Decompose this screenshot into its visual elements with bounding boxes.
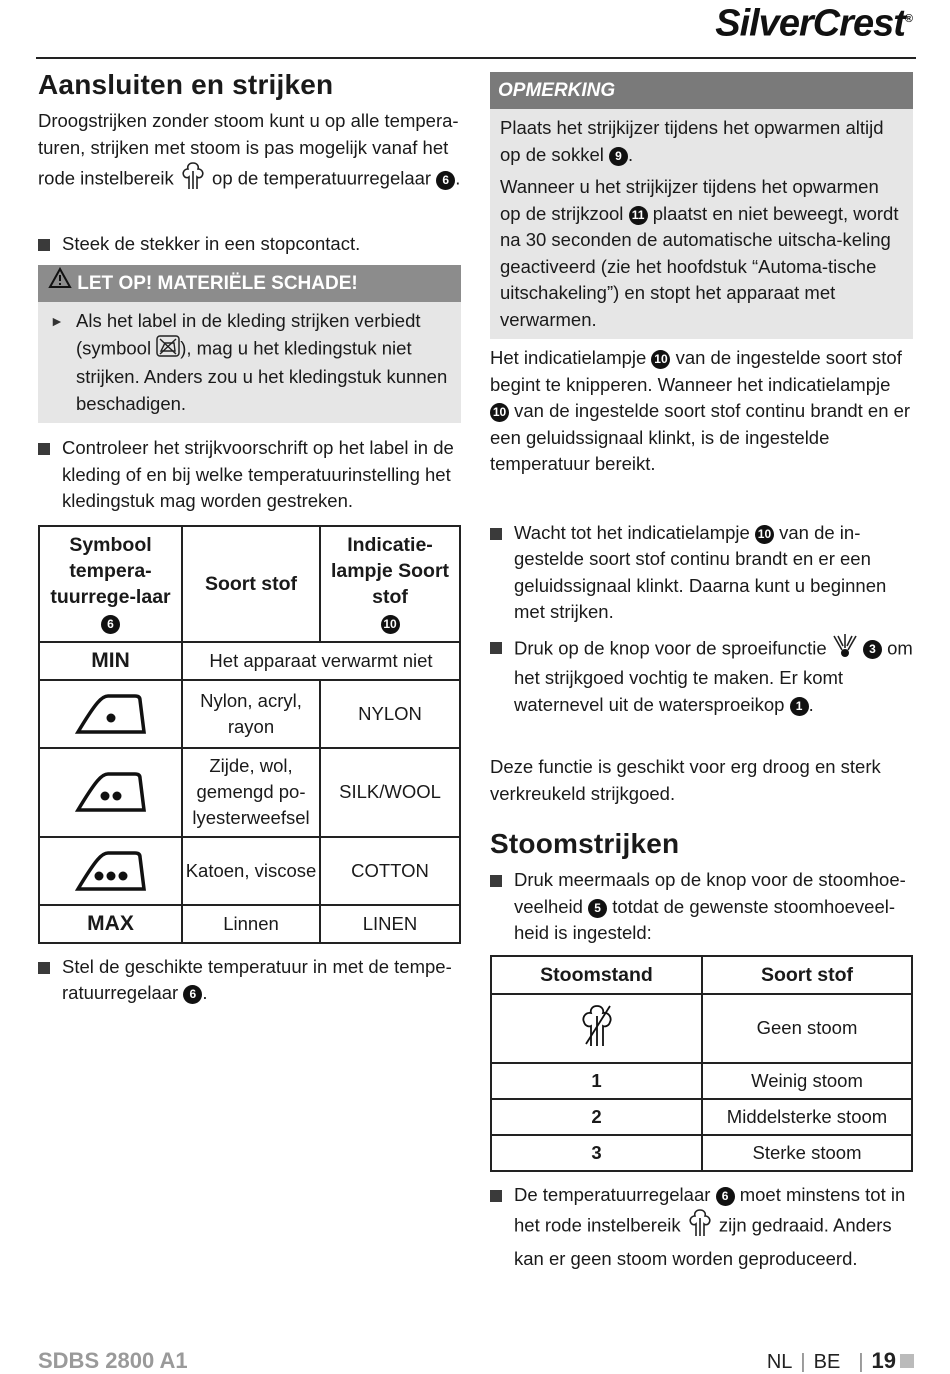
brand-logo: SilverCrest® (715, 2, 912, 45)
iron-2-dot-icon (39, 748, 182, 837)
right-column (490, 72, 913, 1272)
cell-steam-level: 2 (491, 1099, 702, 1135)
steam-range-icon (686, 1208, 714, 1246)
spray-note: Deze functie is geschikt voor erg droog en sterk verkreukeld strijkgoed. (490, 756, 881, 804)
bullet-square (38, 239, 50, 251)
badge-11: 11 (629, 206, 648, 225)
badge-3: 3 (863, 640, 882, 659)
table-row (491, 1099, 912, 1135)
footer-lang2: BE (813, 1351, 841, 1373)
no-ironing-icon (156, 335, 180, 365)
th-fabric: Soort stof (182, 526, 320, 642)
th-steam-level: Stoomstand (491, 956, 702, 994)
cell-lamp: LINEN (320, 905, 460, 943)
badge-6: 6 (436, 171, 455, 190)
cell-fabric: Nylon, acryl, rayon (182, 680, 320, 748)
th-lamp: Indicatie-lampje Soort stof 10 (320, 526, 460, 642)
cell-min: MIN (39, 642, 182, 680)
th-symbol: Symbool tempera-tuurrege-laar 6 (39, 526, 182, 642)
cell-fabric: Linnen (182, 905, 320, 943)
badge-10: 10 (381, 615, 400, 634)
table-row (39, 680, 460, 748)
table-row-min (39, 642, 460, 680)
section-title-steam: Stoomstrijken (490, 828, 680, 859)
badge-5: 5 (588, 899, 607, 918)
badge-10: 10 (755, 525, 774, 544)
intro-paragraph: Droogstrijken zonder stoom kunt u op alle tempera-turen, strijken met stoom is pas mogelijk vanaf het rode instelbereik op de temperatuurregelaar 6 . (38, 108, 461, 199)
cell-fabric: Katoen, viscose (182, 837, 320, 905)
footer-model: SDBS 2800 A1 (38, 1348, 188, 1373)
temperature-table (38, 525, 461, 944)
bullet-plug: Steek de stekker in een stopcontact. (38, 231, 461, 258)
cell-steam-fabric: Geen stoom (702, 994, 912, 1063)
cell-steam-level: 3 (491, 1135, 702, 1171)
footer-block (900, 1354, 914, 1368)
table-row (39, 837, 460, 905)
iron-3-dot-icon (39, 837, 182, 905)
bullet-square (490, 875, 502, 887)
footer-lang: NL (766, 1351, 793, 1373)
table-row (491, 994, 912, 1063)
warning-body (38, 302, 461, 423)
cell-min-text: Het apparaat verwarmt niet (182, 642, 460, 680)
badge-6: 6 (101, 615, 120, 634)
cell-steam-level: 1 (491, 1063, 702, 1099)
arrow-icon: ► (50, 313, 64, 329)
header-rule (36, 57, 916, 59)
no-steam-icon (491, 994, 702, 1063)
bullet-steam-amount: Druk meermaals op de knop voor de stoomhoe-veelheid 5 totdat de gewenste stoomhoeveel-heid is ingesteld: (490, 867, 913, 947)
note-paragraph-2: Wanneer u het strijkijzer tijdens het opwarmen op de strijkzool 11 plaatst en niet beweegt, wordt na 30 seconden de automatische uitscha-keling geactiveerd (zie het hoofdstuk “Automa-tische uitschakeling”) en stopt het apparaat met verwarmen. (500, 176, 899, 330)
bullet-square (38, 443, 50, 455)
table-row (491, 1135, 912, 1171)
bullet-square (490, 1190, 502, 1202)
bullet-square (490, 528, 502, 540)
warning-header: LET OP! MATERIËLE SCHADE! (38, 265, 461, 302)
indicator-paragraph: Het indicatielampje 10 van de ingestelde soort stof begint te knipperen. Wanneer het indicatielampje 10 van de ingestelde soort stof continu brandt en er een geluidssignaal klinkt, is de ingestelde temperatuur bereikt. (490, 347, 911, 474)
note-header: OPMERKING (490, 72, 913, 109)
table-row (39, 748, 460, 837)
cell-lamp: COTTON (320, 837, 460, 905)
th-steam-fabric: Soort stof (702, 956, 912, 994)
spray-icon (832, 634, 858, 666)
steam-range-icon (179, 161, 207, 199)
bullet-spray: Druk op de knop voor de sproeifunctie 3 om het strijkgoed vochtig te maken. Er komt waternevel uit de watersproeikop 1 . (490, 634, 913, 719)
steam-table (490, 955, 913, 1172)
warning-item: ► Als het label in de kleding strijken verbiedt (symbool ), mag u het kledingstuk niet strijken. Anders zou u het kledingstuk kunnen beschadigen. (50, 310, 448, 414)
table-row (491, 1063, 912, 1099)
badge-6: 6 (716, 1187, 735, 1206)
cell-steam-fabric: Weinig stoom (702, 1063, 912, 1099)
cell-max: MAX (39, 905, 182, 943)
badge-9: 9 (609, 147, 628, 166)
cell-fabric: Zijde, wol, gemengd po-lyesterweefsel (182, 748, 320, 837)
cell-lamp: NYLON (320, 680, 460, 748)
cell-steam-fabric: Sterke stoom (702, 1135, 912, 1171)
bullet-check-label: Controleer het strijkvoorschrift op het label in de kleding of en bij welke temperatuurinstelling het kledingstuk mag worden gestreken. (38, 435, 461, 515)
section-title-connect: Aansluiten en strijken (38, 69, 334, 100)
bullet-wait: Wacht tot het indicatielampje 10 van de in-gestelde soort stof continu brandt en er een geluidssignaal klinkt. Daarna kunt u beginnen met strijken. (490, 520, 913, 626)
badge-10: 10 (651, 350, 670, 369)
footer-page-info: NL | BE | 19 (767, 1348, 914, 1374)
note-paragraph-1: Plaats het strijkijzer tijdens het opwarmen altijd op de sokkel 9 . (500, 117, 884, 165)
bullet-temp-red: De temperatuurregelaar 6 moet minstens tot in het rode instelbereik zijn gedraaid. Anders kan er geen stoom worden geproduceerd. (490, 1182, 913, 1273)
bullet-set-temp: Stel de geschikte temperatuur in met de tempe-ratuurregelaar 6 . (38, 954, 461, 1007)
bullet-square (38, 962, 50, 974)
warning-triangle-icon (48, 265, 72, 302)
bullet-square (490, 642, 502, 654)
badge-1: 1 (790, 697, 809, 716)
cell-steam-fabric: Middelsterke stoom (702, 1099, 912, 1135)
left-column (38, 66, 461, 1007)
note-body (490, 109, 913, 339)
badge-10: 10 (490, 403, 509, 422)
table-row-max (39, 905, 460, 943)
page-number: 19 (871, 1348, 896, 1373)
badge-6: 6 (183, 985, 202, 1004)
cell-lamp: SILK/WOOL (320, 748, 460, 837)
iron-1-dot-icon (39, 680, 182, 748)
